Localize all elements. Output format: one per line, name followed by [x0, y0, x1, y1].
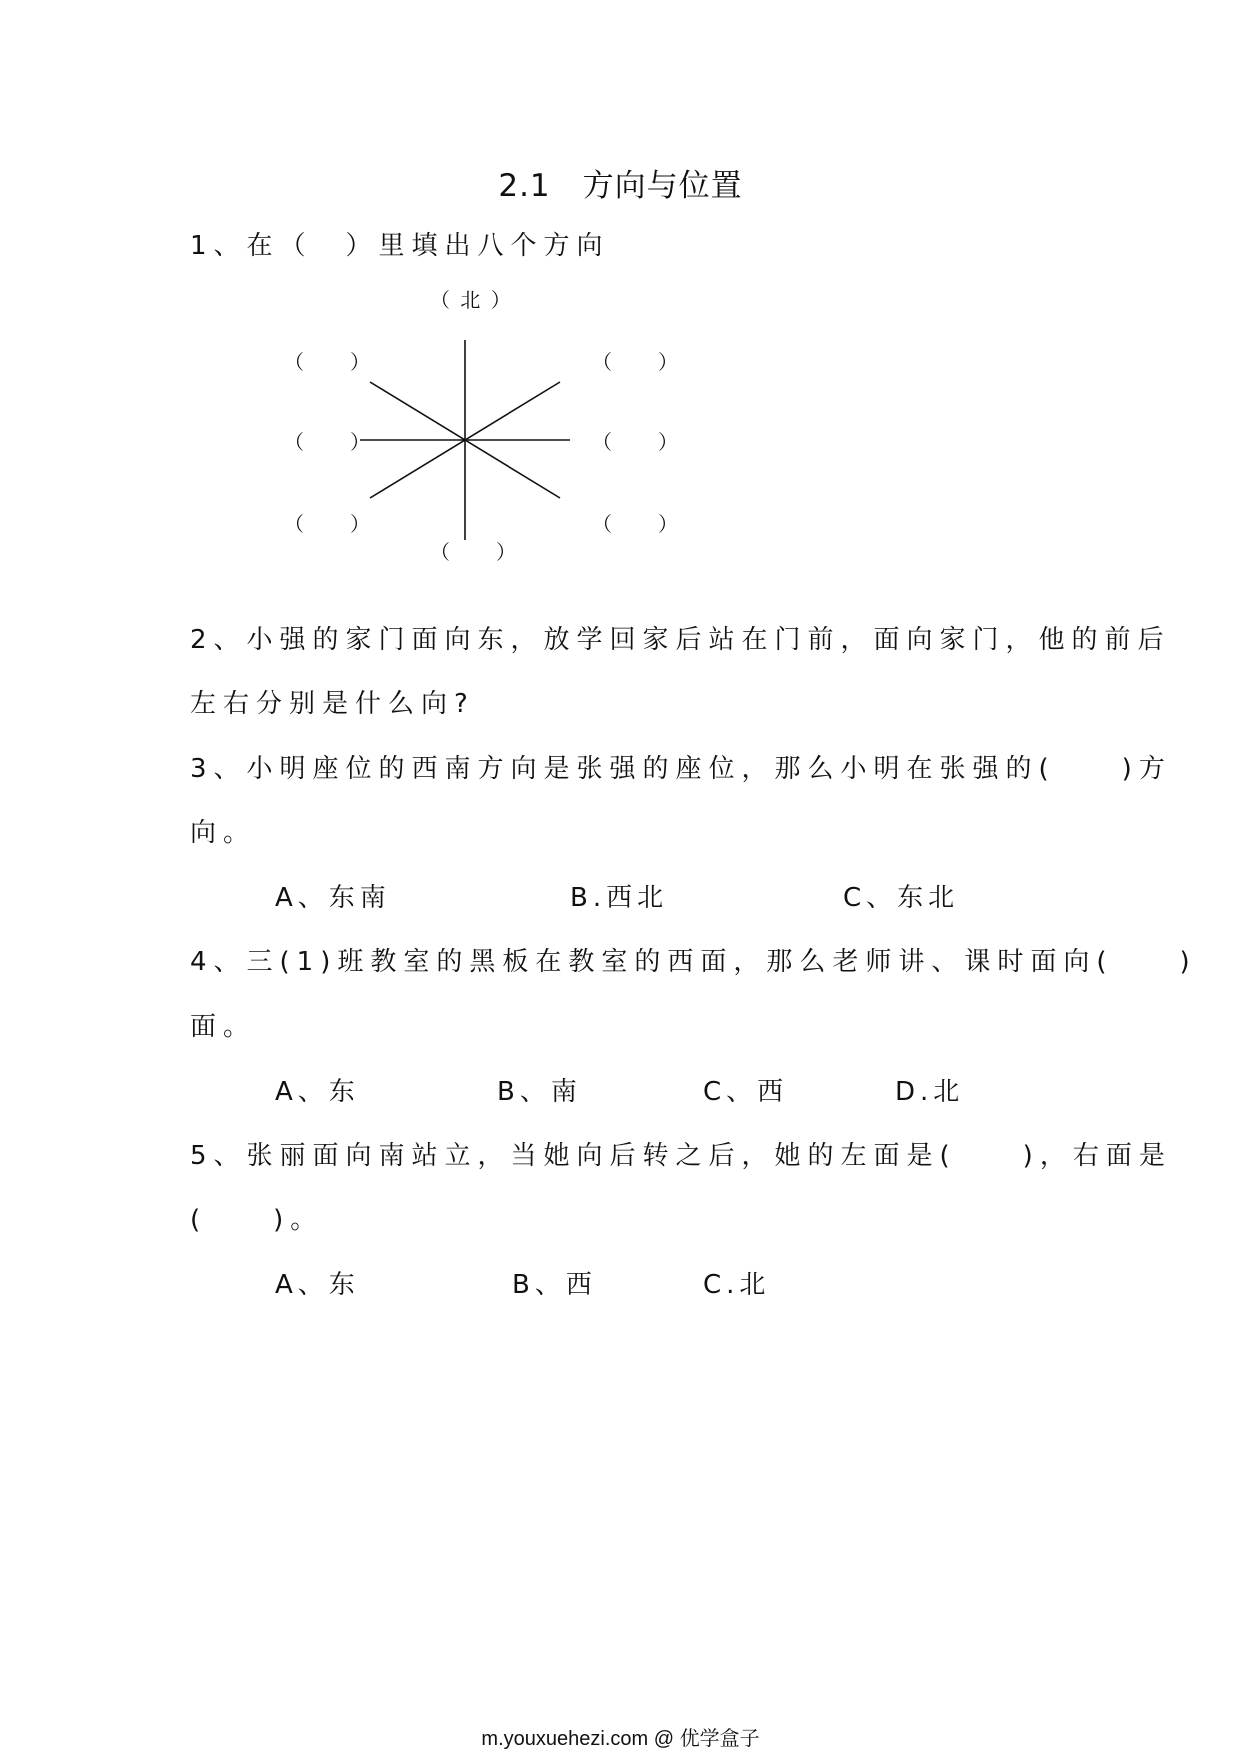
question-4-option-a: A、东 [275, 1077, 360, 1107]
question-2-line-1: 2、小强的家门面向东，放学回家后站在门前，面向家门，他的前后 [190, 625, 1171, 655]
question-4-option-c: C、西 [703, 1077, 789, 1107]
question-2-line-2: 左右分别是什么向? [190, 689, 475, 719]
question-5-option-b: B、西 [512, 1270, 597, 1300]
question-5-option-a: A、东 [275, 1270, 360, 1300]
southeast-blank: （ ） [592, 512, 680, 536]
question-3-option-b: B.西北 [570, 883, 669, 913]
west-blank: （ ） [284, 430, 372, 454]
question-5-option-c: C.北 [703, 1270, 771, 1300]
question-3-line-2: 向。 [190, 818, 257, 848]
question-4-option-b: B、南 [497, 1077, 582, 1107]
compass-diagram [270, 288, 710, 590]
worksheet-title: 2.1 方向与位置 [498, 168, 743, 204]
question-1-text: 1、在（ ）里填出八个方向 [190, 231, 610, 261]
question-3-line-1: 3、小明座位的西南方向是张强的座位，那么小明在张强的( )方 [190, 754, 1172, 784]
northwest-blank: （ ） [284, 350, 372, 374]
question-5-line-2: ( )。 [190, 1205, 324, 1235]
east-blank: （ ） [592, 430, 680, 454]
footer-watermark: m.youxuehezi.com @ 优学盒子 [481, 1728, 760, 1750]
question-5-line-1: 5、张丽面向南站立，当她向后转之后，她的左面是( )，右面是 [190, 1141, 1172, 1171]
question-4-line-2: 面。 [190, 1012, 257, 1042]
question-3-option-a: A、东南 [275, 883, 391, 913]
south-blank: （ ） [430, 540, 518, 564]
question-4-option-d: D.北 [895, 1077, 965, 1107]
question-3-option-c: C、东北 [843, 883, 960, 913]
northeast-blank: （ ） [592, 350, 680, 374]
southwest-blank: （ ） [284, 512, 372, 536]
question-4-line-1: 4、三(1)班教室的黑板在教室的西面，那么老师讲、课时面向( ) [190, 947, 1197, 977]
north-label: （ 北 ） [430, 288, 513, 312]
